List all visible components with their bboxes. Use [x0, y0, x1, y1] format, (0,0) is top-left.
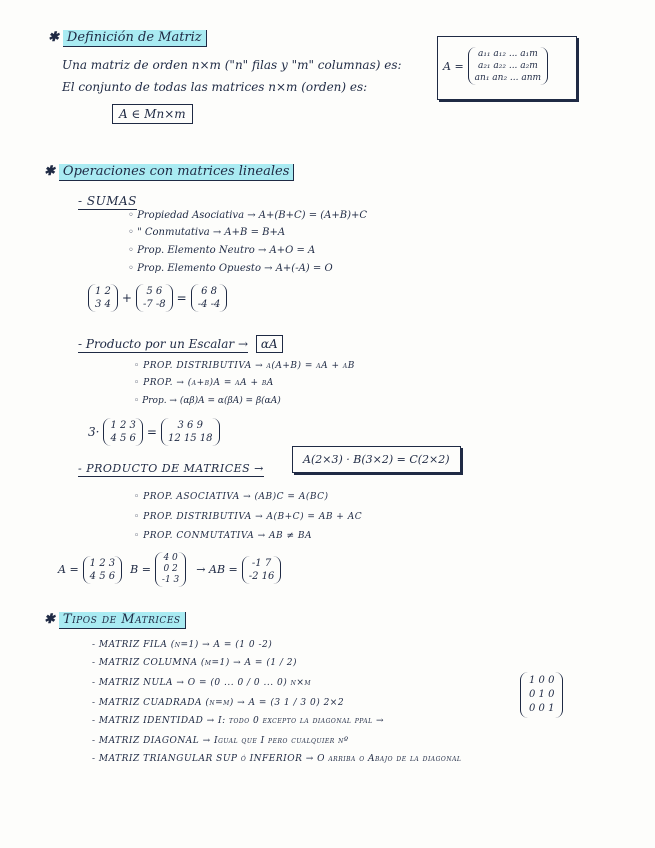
prod-matrix-a: 1 2 3 4 5 6 [83, 556, 122, 584]
prod-prop-2: ◦ PROP. DISTRIBUTIVA → A(B+C) = AB + AC [134, 512, 363, 522]
asterisk-icon: ✱ [44, 164, 55, 179]
matrix-a-label: A = [58, 563, 79, 576]
producto-box: A(2×3) · B(3×2) = C(2×2) [292, 446, 461, 473]
tipo-cuadrada: - MATRIZ CUADRADA (n=m) → A = (3 1 / 3 0) 2×2 [92, 698, 345, 708]
tipo-triangular: - MATRIZ TRIANGULAR SUP ó INFERIOR → O arriba o Abajo de la diagonal [92, 754, 462, 764]
equals-sign: = [176, 291, 187, 305]
matrix-ab-label: → AB = [196, 563, 238, 576]
asterisk-icon: ✱ [44, 612, 55, 627]
escalar-prop-3: ◦ Prop. → (αβ)A = α(βA) = β(αA) [134, 396, 281, 406]
equals-sign: = [146, 425, 157, 439]
tipo-columna: - MATRIZ COLUMNA (m=1) → A = (1 / 2) [92, 658, 298, 668]
prod-matrix-ab: -1 7 -2 16 [242, 556, 282, 584]
tipo-nula: - MATRIZ NULA → O = (0 ... 0 / 0 ... 0) n×m [92, 678, 311, 688]
matrix-b-label: B = [130, 563, 151, 576]
sumas-heading: - SUMAS [78, 194, 137, 208]
tipo-diagonal: - MATRIZ DIAGONAL → Igual que I pero cualquier nº [92, 736, 349, 746]
tipo-identidad: - MATRIZ IDENTIDAD → I: todo 0 excepto la diagonal ppal → [92, 716, 384, 726]
escalar-prop-2: ◦ PROP. → (α+β)A = αA + βA [134, 378, 274, 388]
set-box: A ∈ Mn×m [112, 104, 193, 124]
section-operaciones-heading: ✱ Operaciones con matrices lineales [44, 164, 294, 179]
sum-matrix-result: 6 8 -4 -4 [191, 284, 228, 312]
sum-prop-3: ◦ Prop. Elemento Neutro → A+O = A [128, 245, 316, 256]
sum-prop-4: ◦ Prop. Elemento Opuesto → A+(-A) = O [128, 263, 333, 274]
producto-heading: - PRODUCTO DE MATRICES → [78, 462, 264, 475]
sum-example [88, 284, 227, 312]
def-line-1: Una matriz de orden n×m ("n" filas y "m" columnas) es: [62, 58, 402, 72]
sum-prop-1: ◦ Propiedad Asociativa → A+(B+C) = (A+B)+C [128, 210, 368, 221]
sum-prop-2: ◦ " Conmutativa → A+B = B+A [128, 227, 286, 238]
prod-prop-3: ◦ PROP. CONMUTATIVA → AB ≠ BA [134, 531, 312, 541]
escalar-prop-1: ◦ PROP. DISTRIBUTIVA → α(A+B) = αA + αB [134, 361, 355, 371]
identity-matrix-example [520, 672, 563, 718]
escalar-box: αA [256, 335, 283, 353]
section-definicion-heading: ✱ Definición de Matriz [48, 30, 207, 45]
prod-matrix-b: 4 0 0 2 -1 3 [155, 552, 186, 587]
plus-sign: + [121, 291, 132, 305]
sum-matrix-1: 1 2 3 4 [88, 284, 118, 312]
escalar-example [88, 418, 220, 446]
escalar-heading: - Producto por un Escalar → αA [78, 335, 283, 353]
identity-matrix: 1 0 0 0 1 0 0 0 1 [520, 672, 563, 718]
sum-matrix-2: 5 6 -7 -8 [136, 284, 173, 312]
asterisk-icon: ✱ [48, 30, 59, 45]
escalar-matrix-result: 3 6 9 12 15 18 [161, 418, 220, 446]
general-matrix-label: A = [443, 59, 464, 73]
general-matrix: a₁₁ a₁₂ ... a₁m a₂₁ a₂₂ ... a₂m an₁ an₂ ... anm [468, 47, 548, 85]
escalar-matrix-1: 1 2 3 4 5 6 [103, 418, 142, 446]
prod-prop-1: ◦ PROP. ASOCIATIVA → (AB)C = A(BC) [134, 492, 329, 502]
general-matrix-box [437, 36, 577, 100]
def-line-2: El conjunto de todas las matrices n×m (orden) es: [62, 80, 368, 94]
tipo-fila: - MATRIZ FILA (n=1) → A = (1 0 -2) [92, 640, 273, 650]
scalar-value: 3· [88, 425, 100, 439]
section-tipos-heading: ✱ Tipos de Matrices [44, 612, 186, 627]
producto-example [58, 552, 281, 587]
